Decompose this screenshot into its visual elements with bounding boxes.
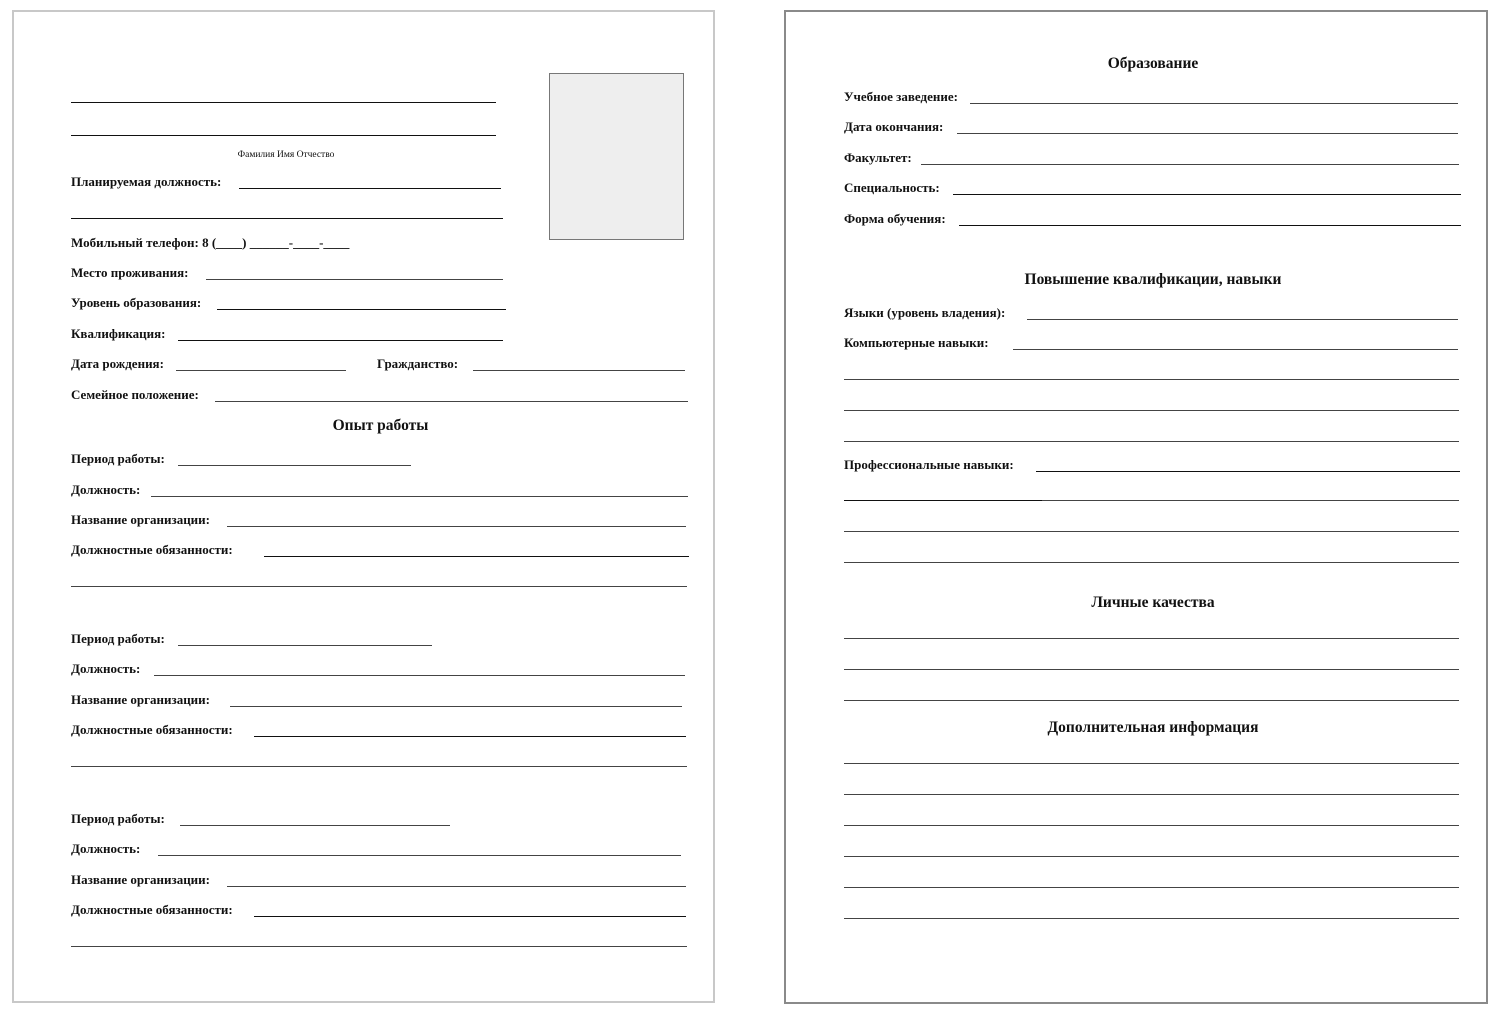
skills-heading: Повышение квалификации, навыки: [1024, 271, 1282, 288]
birth-date-label: Дата рождения:: [71, 356, 164, 371]
education-level-label: Уровень образования:: [71, 295, 202, 310]
job-3-duties-label: Должностные обязанности:: [71, 902, 233, 917]
study-form-label: Форма обучения:: [844, 211, 946, 226]
institution-line[interactable]: [970, 103, 1458, 104]
additional-line-5[interactable]: [844, 887, 1459, 888]
job-3-period-line[interactable]: [180, 825, 450, 826]
computer-skills-line[interactable]: [1013, 349, 1458, 350]
job-3-duties-line-2[interactable]: [71, 946, 687, 947]
faculty-label: Факультет:: [844, 150, 912, 165]
qualification-label: Квалификация:: [71, 326, 166, 341]
professional-skills-line-2b[interactable]: [1042, 500, 1459, 501]
institution-label: Учебное заведение:: [844, 89, 958, 104]
job-2-org-label: Название организации:: [71, 692, 210, 707]
job-1-period-label: Период работы:: [71, 451, 165, 466]
job-3-period-label: Период работы:: [71, 811, 165, 826]
job-2-period-line[interactable]: [178, 645, 432, 646]
marital-status-line[interactable]: [215, 401, 688, 402]
computer-skills-line-3[interactable]: [844, 410, 1459, 411]
job-2-duties-line-2[interactable]: [71, 766, 687, 767]
additional-info-heading: Дополнительная информация: [1047, 719, 1259, 736]
photo-placeholder[interactable]: [549, 73, 684, 240]
faculty-line[interactable]: [921, 164, 1459, 165]
personal-qualities-heading: Личные качества: [1091, 594, 1215, 611]
additional-line-6[interactable]: [844, 918, 1459, 919]
graduation-date-label: Дата окончания:: [844, 119, 944, 134]
planned-position-line[interactable]: [239, 188, 501, 189]
fio-caption: Фамилия Имя Отчество: [237, 150, 335, 160]
job-2-duties-label: Должностные обязанности:: [71, 722, 233, 737]
professional-skills-line-2a[interactable]: [844, 500, 1042, 501]
professional-skills-label: Профессиональные навыки:: [844, 457, 1014, 472]
mobile-phone-label: Мобильный телефон: 8 (____) ______-____-____: [71, 235, 350, 250]
job-1-position-line[interactable]: [151, 496, 688, 497]
marital-status-label: Семейное положение:: [71, 387, 199, 402]
education-heading: Образование: [1107, 55, 1199, 72]
job-3-org-line[interactable]: [227, 886, 686, 887]
residence-label: Место проживания:: [71, 265, 189, 280]
personal-line-2[interactable]: [844, 669, 1459, 670]
education-level-line[interactable]: [217, 309, 506, 310]
specialty-line[interactable]: [953, 194, 1461, 195]
job-1-position-label: Должность:: [71, 482, 141, 497]
job-2-period-label: Период работы:: [71, 631, 165, 646]
job-1-duties-label: Должностные обязанности:: [71, 542, 233, 557]
professional-skills-line-4[interactable]: [844, 562, 1459, 563]
professional-skills-line[interactable]: [1036, 471, 1460, 472]
graduation-date-line[interactable]: [957, 133, 1458, 134]
job-3-duties-line[interactable]: [254, 916, 686, 917]
fio-line-2[interactable]: [71, 135, 496, 136]
languages-label: Языки (уровень владения):: [844, 305, 1006, 320]
planned-position-line-2[interactable]: [71, 218, 503, 219]
birth-date-line[interactable]: [176, 370, 346, 371]
personal-line-1[interactable]: [844, 638, 1459, 639]
qualification-line[interactable]: [178, 340, 503, 341]
job-3-org-label: Название организации:: [71, 872, 210, 887]
citizenship-line[interactable]: [473, 370, 685, 371]
additional-line-4[interactable]: [844, 856, 1459, 857]
job-1-duties-line[interactable]: [264, 556, 689, 557]
specialty-label: Специальность:: [844, 180, 940, 195]
additional-line-1[interactable]: [844, 763, 1459, 764]
resume-page-2: [784, 10, 1488, 1004]
computer-skills-label: Компьютерные навыки:: [844, 335, 989, 350]
job-2-duties-line[interactable]: [254, 736, 686, 737]
residence-line[interactable]: [206, 279, 503, 280]
experience-heading: Опыт работы: [332, 417, 429, 434]
personal-line-3[interactable]: [844, 700, 1459, 701]
job-2-position-line[interactable]: [154, 675, 685, 676]
fio-line-1[interactable]: [71, 102, 496, 103]
resume-page-1: [12, 10, 715, 1003]
computer-skills-line-4[interactable]: [844, 441, 1459, 442]
computer-skills-line-2[interactable]: [844, 379, 1459, 380]
study-form-line[interactable]: [959, 225, 1461, 226]
job-2-org-line[interactable]: [230, 706, 682, 707]
job-1-org-line[interactable]: [227, 526, 686, 527]
job-1-duties-line-2[interactable]: [71, 586, 687, 587]
professional-skills-line-3[interactable]: [844, 531, 1459, 532]
job-2-position-label: Должность:: [71, 661, 141, 676]
job-3-position-label: Должность:: [71, 841, 141, 856]
job-1-period-line[interactable]: [178, 465, 411, 466]
job-3-position-line[interactable]: [158, 855, 681, 856]
languages-line[interactable]: [1027, 319, 1458, 320]
job-1-org-label: Название организации:: [71, 512, 210, 527]
additional-line-3[interactable]: [844, 825, 1459, 826]
additional-line-2[interactable]: [844, 794, 1459, 795]
planned-position-label: Планируемая должность:: [71, 174, 222, 189]
citizenship-label: Гражданство:: [377, 356, 459, 371]
